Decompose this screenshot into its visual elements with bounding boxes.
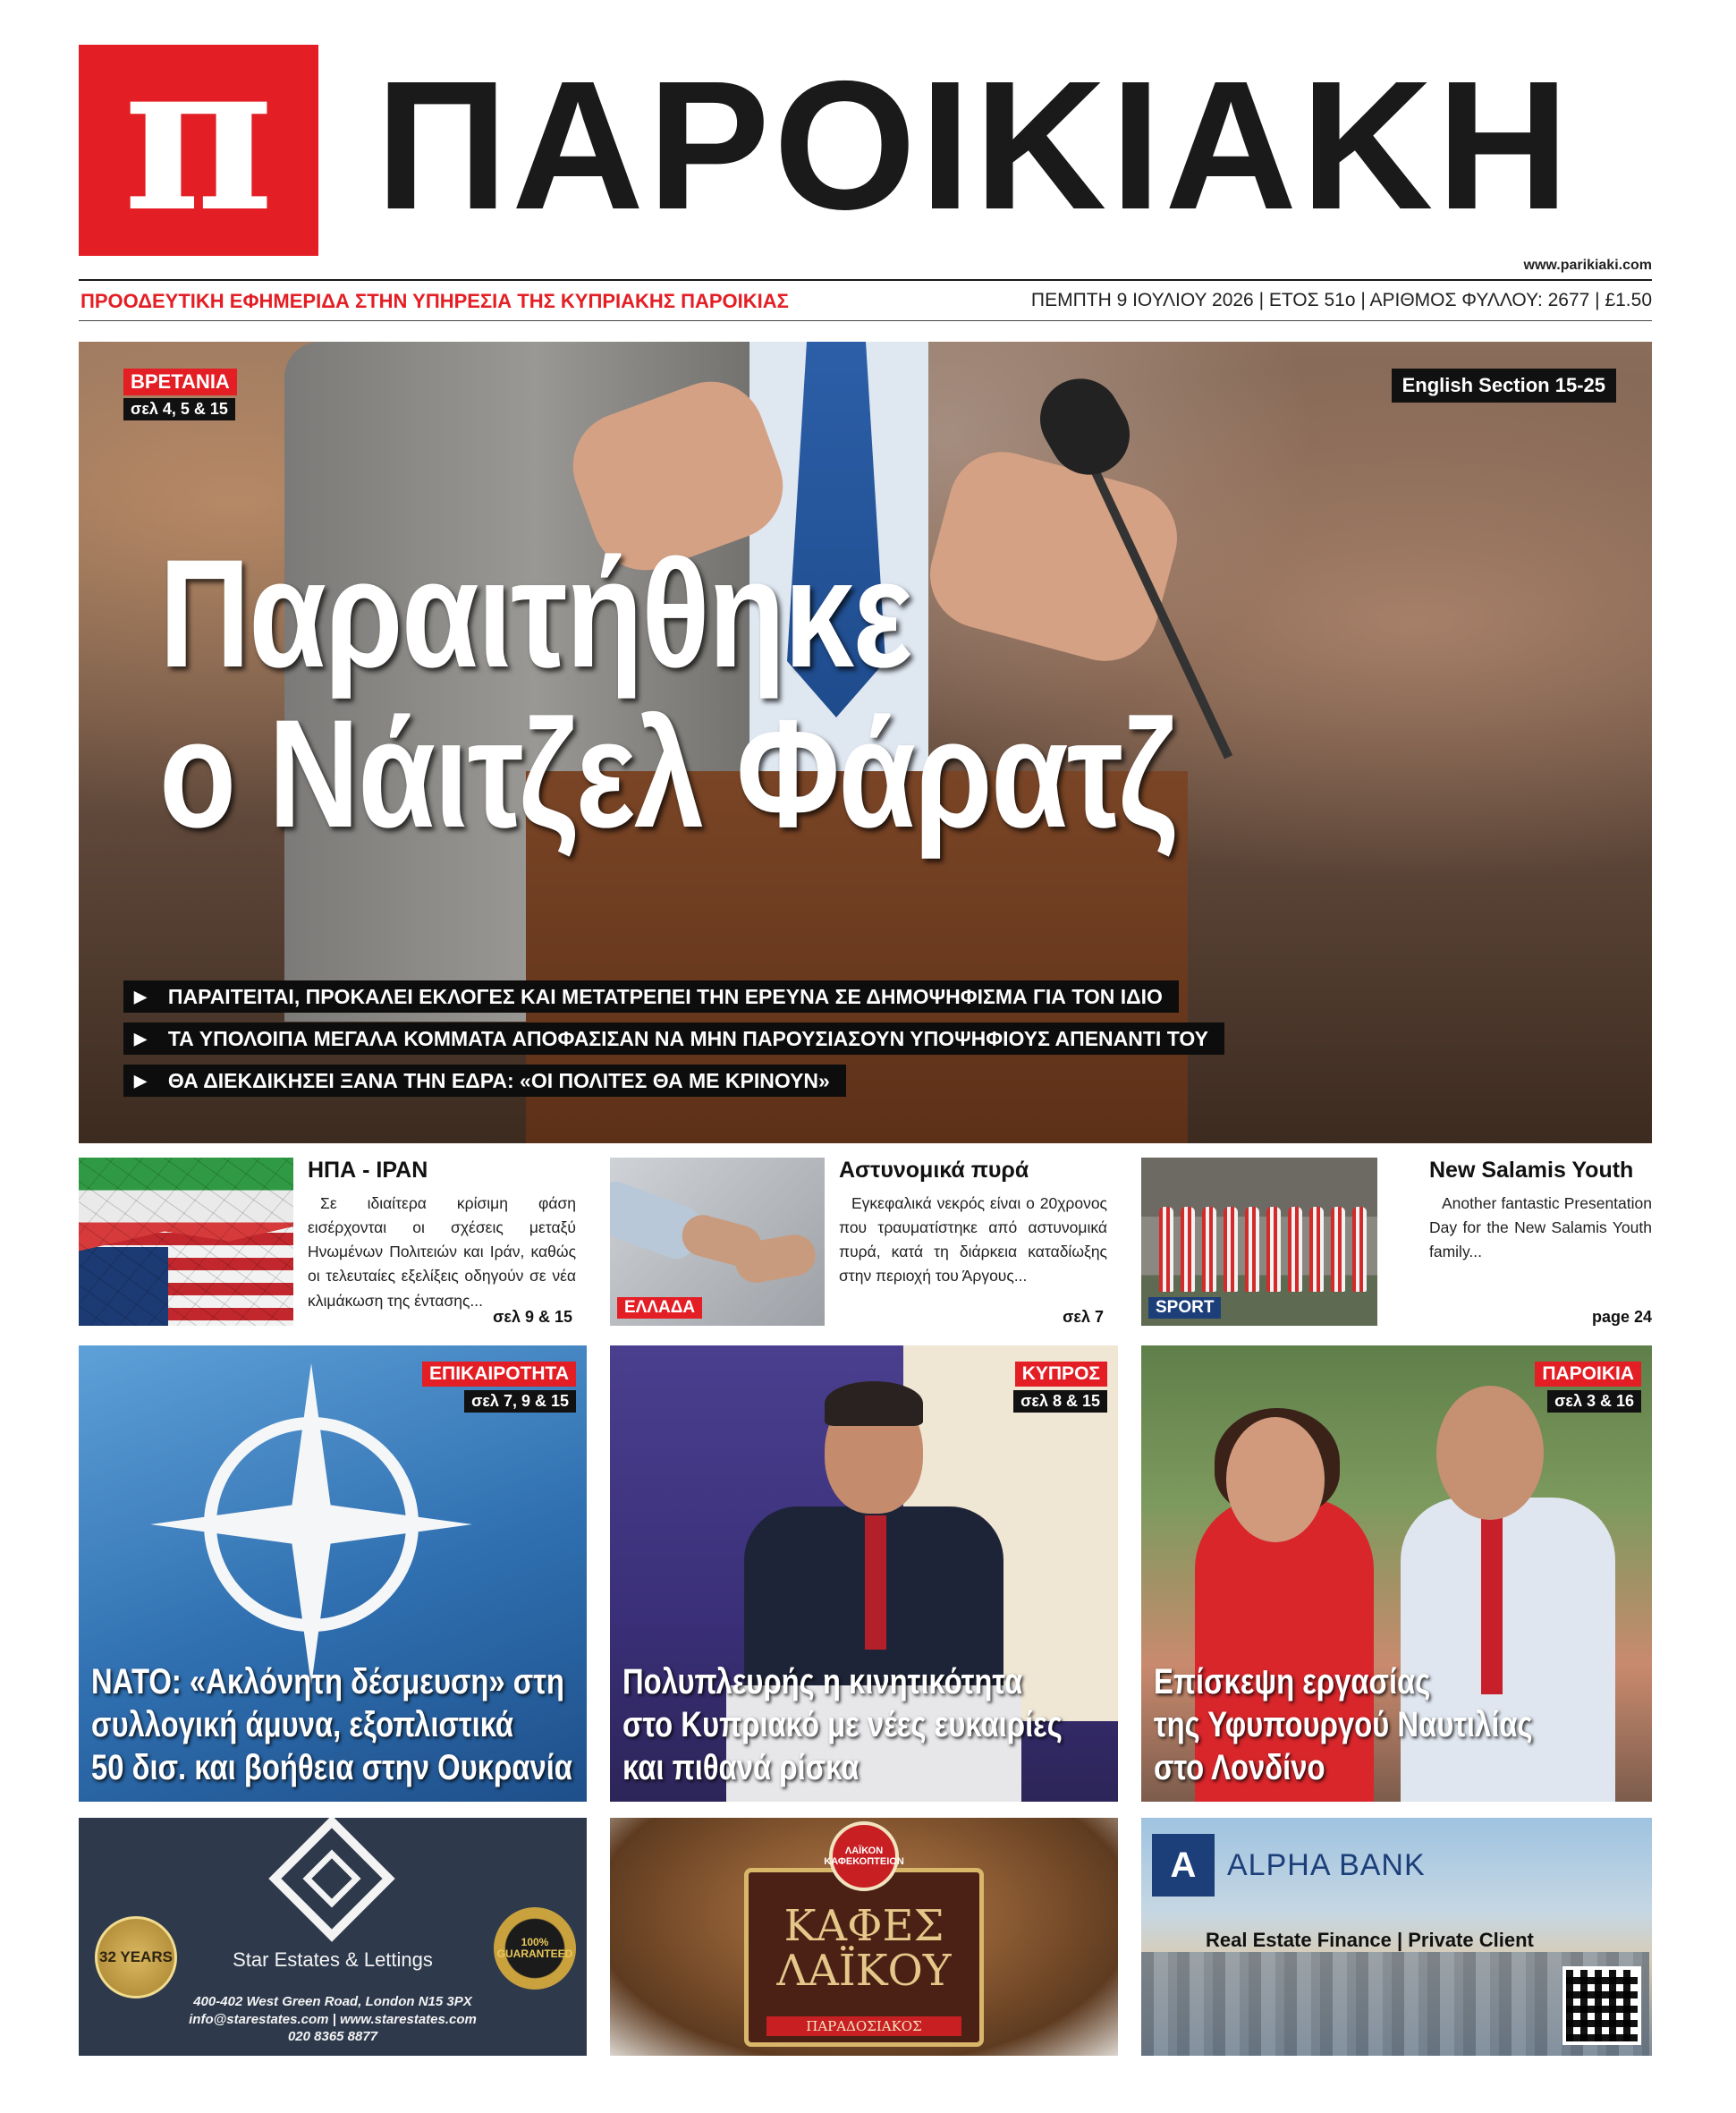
feature-headline[interactable] bbox=[622, 1660, 1118, 1789]
logo-letter: π bbox=[123, 16, 275, 258]
story-title[interactable]: Αστυνομικά πυρά bbox=[839, 1158, 1029, 1183]
player bbox=[1288, 1207, 1302, 1292]
newspaper-title: ΠΑΡΟΙΚΙΑΚΗ bbox=[376, 43, 1573, 248]
feature-headline-line: 50 δισ. και βοήθεια στην Ουκρανία bbox=[91, 1748, 572, 1787]
feature-headline-line: της Υφυπουργού Ναυτιλίας bbox=[1154, 1705, 1533, 1744]
coffee-title bbox=[744, 1901, 984, 1997]
coffee-subtitle: ΠΑΡΑΔΟΣΙΑΚΟΣ bbox=[766, 2016, 961, 2036]
player bbox=[1181, 1207, 1195, 1292]
play-arrow-icon: ▶ bbox=[134, 1029, 147, 1048]
feature-community[interactable] bbox=[1141, 1345, 1652, 1802]
ad-address: 400-402 West Green Road, London N15 3PX bbox=[193, 1994, 472, 2009]
story-thumbnail[interactable] bbox=[79, 1158, 293, 1326]
photo-speaker-tie bbox=[865, 1515, 886, 1650]
coffee-title-line: ΛΑΪΚΟΥ bbox=[776, 1946, 952, 1997]
story-pages: σελ 7 bbox=[1063, 1308, 1104, 1326]
hero-pages: σελ 4, 5 & 15 bbox=[123, 398, 235, 420]
years-seal: 32 YEARS bbox=[95, 1916, 177, 1998]
feature-headline-line: Πολυπλευρής η κινητικότητα bbox=[622, 1662, 1023, 1701]
feature-pages: σελ 3 & 16 bbox=[1547, 1390, 1641, 1413]
crack-texture bbox=[79, 1158, 293, 1326]
player bbox=[1202, 1207, 1216, 1292]
feature-headline[interactable] bbox=[1154, 1660, 1616, 1789]
photo-man-head bbox=[1436, 1386, 1544, 1520]
ad-alpha-bank[interactable] bbox=[1141, 1818, 1652, 2056]
hero-headline[interactable] bbox=[159, 528, 1398, 860]
hero-bullet-text: ΠΑΡΑΙΤΕΙΤΑΙ, ΠΡΟΚΑΛΕΙ ΕΚΛΟΓΕΣ ΚΑΙ ΜΕΤΑΤΡΕΠΕΙ ΤΗΝ ΕΡΕΥΝΑ ΣΕ ΔΗΜΟΨΗΦΙΣΜΑ ΓΙΑ ΤΟΝ ΙΔΙΟ bbox=[167, 984, 1163, 1008]
story-thumb-tag: SPORT bbox=[1148, 1297, 1221, 1319]
bank-services: Real Estate Finance | Private Client bbox=[1206, 1929, 1534, 1951]
story-thumbnail[interactable] bbox=[1141, 1158, 1377, 1326]
feature-headline-line: στο Λονδίνο bbox=[1154, 1748, 1325, 1787]
hero-headline-line: Παραιτήθηκε bbox=[159, 528, 911, 700]
hero-bullet bbox=[123, 980, 1179, 1013]
story-pages: page 24 bbox=[1591, 1308, 1652, 1326]
feature-pages: σελ 7, 9 & 15 bbox=[464, 1390, 576, 1413]
feature-headline-line: συλλογική άμυνα, εξοπλιστικά bbox=[91, 1705, 514, 1744]
hero-story[interactable] bbox=[79, 342, 1652, 1143]
hero-bullet-text: ΤΑ ΥΠΟΛΟΙΠΑ ΜΕΓΑΛΑ ΚΟΜΜΑΤΑ ΑΠΟΦΑΣΙΣΑΝ ΝΑ ΜΗΝ ΠΑΡΟΥΣΙΑΣΟΥΝ ΥΠΟΨΗΦΙΟΥΣ ΑΠΕΝΑΝΤΙ ΤΟΥ bbox=[167, 1026, 1208, 1050]
feature-cyprus[interactable] bbox=[610, 1345, 1118, 1802]
hero-bullet bbox=[123, 1065, 846, 1097]
player bbox=[1159, 1207, 1173, 1292]
bank-name: ALPHA BANK bbox=[1227, 1848, 1426, 1882]
story-thumbnail[interactable] bbox=[610, 1158, 825, 1326]
ad-laikon-coffee[interactable] bbox=[610, 1818, 1118, 2056]
player bbox=[1224, 1207, 1238, 1292]
alpha-bank-logo-icon: A bbox=[1152, 1834, 1215, 1897]
hero-headline-line: ο Νάιτζελ Φάρατζ bbox=[159, 687, 1175, 860]
qr-code-icon[interactable] bbox=[1562, 1966, 1641, 2045]
feature-pages: σελ 8 & 15 bbox=[1013, 1390, 1107, 1413]
issue-info: ΠΕΜΠΤΗ 9 ΙΟΥΛΙΟΥ 2026 | ΕΤΟΣ 51ο | ΑΡΙΘΜΟΣ ΦΥΛΛΟΥ: 2677 | £1.50 bbox=[1030, 290, 1652, 310]
masthead-divider bbox=[79, 279, 1652, 281]
hero-bullet-text: ΘΑ ΔΙΕΚΔΙΚΗΣΕΙ ΞΑΝΑ ΤΗΝ ΕΔΡΑ: «ΟΙ ΠΟΛΙΤΕΣ ΘΑ ΜΕ ΚΡΙΝΟΥΝ» bbox=[167, 1068, 830, 1092]
coffee-badge: ΛΑΪΚΟΝ ΚΑΦΕΚΟΠΤΕΙΟΝ bbox=[829, 1821, 899, 1891]
player bbox=[1266, 1207, 1281, 1292]
feature-headline-line: και πιθανά ρίσκα bbox=[622, 1748, 860, 1787]
story-police-fire[interactable] bbox=[610, 1158, 1107, 1333]
hero-section-tag[interactable]: ΒΡΕΤΑΝΙΑ bbox=[123, 369, 237, 395]
newspaper-tagline: ΠΡΟΟΔΕΥΤΙΚΗ ΕΦΗΜΕΡΙΔΑ ΣΤΗΝ ΥΠΗΡΕΣΙΑ ΤΗΣ ΚΥΠΡΙΑΚΗΣ ΠΑΡΟΙΚΙΑΣ bbox=[80, 290, 789, 312]
story-title[interactable]: ΗΠΑ - ΙΡΑΝ bbox=[308, 1158, 428, 1183]
photo-speaker-hair bbox=[825, 1381, 923, 1426]
player bbox=[1309, 1207, 1324, 1292]
story-body: Another fantastic Presentation Day for the New Salamis Youth family... bbox=[1429, 1194, 1652, 1261]
feature-section-tag[interactable]: ΚΥΠΡΟΣ bbox=[1015, 1362, 1107, 1387]
ad-brand: Star Estates & Lettings bbox=[233, 1948, 433, 1971]
player bbox=[1352, 1207, 1367, 1292]
english-section-badge[interactable]: English Section 15-25 bbox=[1392, 369, 1616, 403]
hero-bullets bbox=[123, 980, 1224, 1107]
feature-headline[interactable] bbox=[91, 1660, 587, 1789]
story-thumb-tag: ΕΛΛΑΔΑ bbox=[617, 1297, 702, 1319]
site-url[interactable]: www.parikiaki.com bbox=[1523, 258, 1652, 273]
feature-section-tag[interactable]: ΕΠΙΚΑΙΡΟΤΗΤΑ bbox=[422, 1362, 576, 1387]
feature-nato[interactable] bbox=[79, 1345, 587, 1802]
story-usa-iran[interactable] bbox=[79, 1158, 576, 1333]
play-arrow-icon: ▶ bbox=[134, 1071, 147, 1090]
story-title[interactable]: New Salamis Youth bbox=[1429, 1158, 1634, 1183]
player bbox=[1331, 1207, 1345, 1292]
feature-section-tag[interactable]: ΠΑΡΟΙΚΙΑ bbox=[1535, 1362, 1641, 1387]
feature-headline-line: Επίσκεψη εργασίας bbox=[1154, 1662, 1431, 1701]
ad-contact bbox=[79, 1993, 587, 2046]
masthead-divider-bottom bbox=[79, 320, 1652, 321]
story-body: Εγκεφαλικά νεκρός είναι ο 20χρονος που τραυματίστηκε από αστυνομικά πυρά, κατά τη διάρκεια καταδίωξης στην περιοχή του Άργους... bbox=[839, 1194, 1107, 1286]
ad-star-estates[interactable] bbox=[79, 1818, 587, 2056]
player bbox=[1245, 1207, 1259, 1292]
feature-headline-line: στο Κυπριακό με νέες ευκαιρίες bbox=[622, 1705, 1063, 1744]
hero-bullet bbox=[123, 1023, 1224, 1055]
ad-phone: 020 8365 8877 bbox=[287, 2029, 378, 2044]
play-arrow-icon: ▶ bbox=[134, 987, 147, 1006]
coffee-title-line: ΚΑΦΕΣ bbox=[783, 1901, 944, 1951]
feature-headline-line: NATO: «Ακλόνητη δέσμευση» στη bbox=[91, 1662, 564, 1701]
guarantee-seal: 100% GUARANTEED bbox=[494, 1907, 576, 1990]
story-body: Σε ιδιαίτερα κρίσιμη φάση εισέρχονται οι σχέσεις μεταξύ Ηνωμένων Πολιτειών και Ιράν, καθώς οι τελευταίες εξελίξεις οδηγούν σε νέα κλιμάκωση της έντασης... bbox=[308, 1194, 576, 1310]
photo-woman-head bbox=[1226, 1417, 1325, 1542]
story-new-salamis[interactable] bbox=[1141, 1158, 1652, 1333]
newspaper-logo[interactable] bbox=[79, 16, 318, 258]
story-pages: σελ 9 & 15 bbox=[493, 1308, 572, 1326]
ad-web-email[interactable]: info@starestates.com | www.starestates.com bbox=[189, 2011, 477, 2027]
